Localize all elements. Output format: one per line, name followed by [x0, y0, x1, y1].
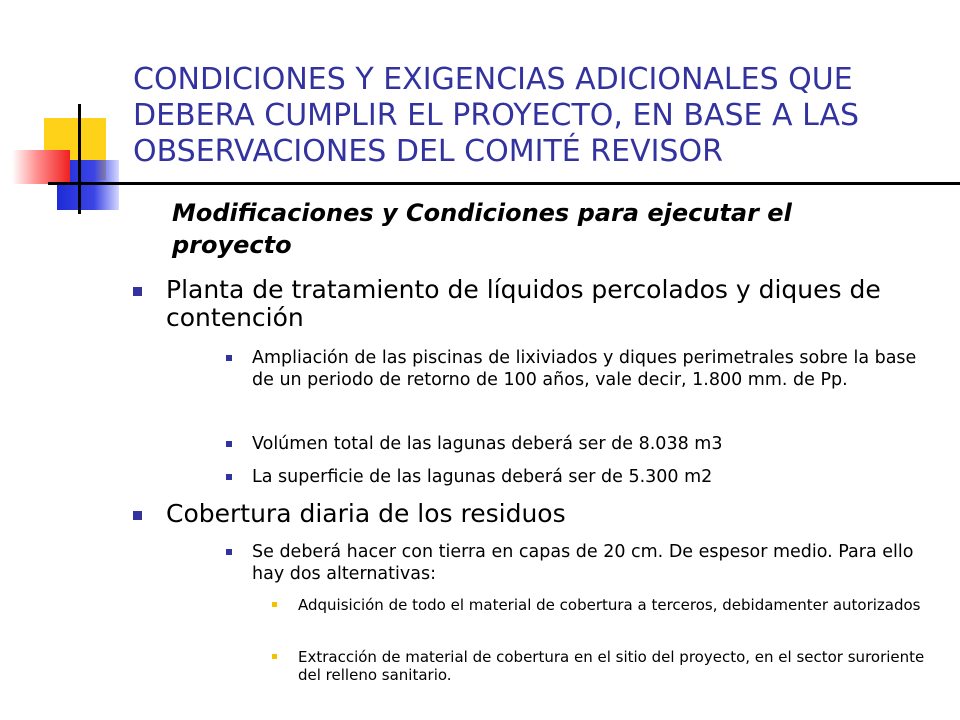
bullet-text: Planta de tratamiento de líquidos percolados y diques de contención: [166, 275, 881, 332]
sub-bullet-text: La superficie de las lagunas deberá ser de 5.300 m2: [252, 467, 713, 487]
sub-bullet-text: Ampliación de las piscinas de lixiviados y diques perimetrales sobre la base de un periodo de retorno de 100 años, vale decir, 1.800 mm. de Pp.: [252, 348, 917, 390]
square-bullet-icon: [226, 355, 232, 361]
sub-sub-bullet-text: Adquisición de todo el material de cobertura a terceros, debidamenter autorizados: [298, 596, 921, 614]
square-bullet-icon: [226, 474, 232, 480]
bullet-text: Cobertura diaria de los residuos: [166, 499, 566, 528]
square-bullet-icon: [133, 287, 142, 296]
slide-title: CONDICIONES Y EXIGENCIAS ADICIONALES QUE DEBERA CUMPLIR EL PROYECTO, EN BASE A LAS OBSERVACIONES DEL COMITÉ REVISOR: [133, 62, 860, 169]
square-bullet-icon: [226, 549, 232, 555]
square-bullet-icon: [226, 441, 232, 447]
square-bullet-icon: [272, 602, 277, 607]
red-square: [12, 150, 70, 184]
square-bullet-icon: [272, 654, 277, 659]
vertical-line: [78, 104, 81, 214]
sub-bullet-text: Se deberá hacer con tierra en capas de 20 cm. De espesor medio. Para ello hay dos alternativas:: [252, 542, 914, 584]
sub-bullet-text: Volúmen total de las lagunas deberá ser de 8.038 m3: [252, 434, 723, 454]
sub-sub-bullet-text: Extracción de material de cobertura en el sitio del proyecto, en el sector suroriente del relleno sanitario.: [298, 648, 925, 684]
square-bullet-icon: [133, 511, 142, 520]
slide-subtitle: Modificaciones y Condiciones para ejecutar el proyecto: [172, 199, 792, 259]
horizontal-rule: [48, 182, 960, 185]
